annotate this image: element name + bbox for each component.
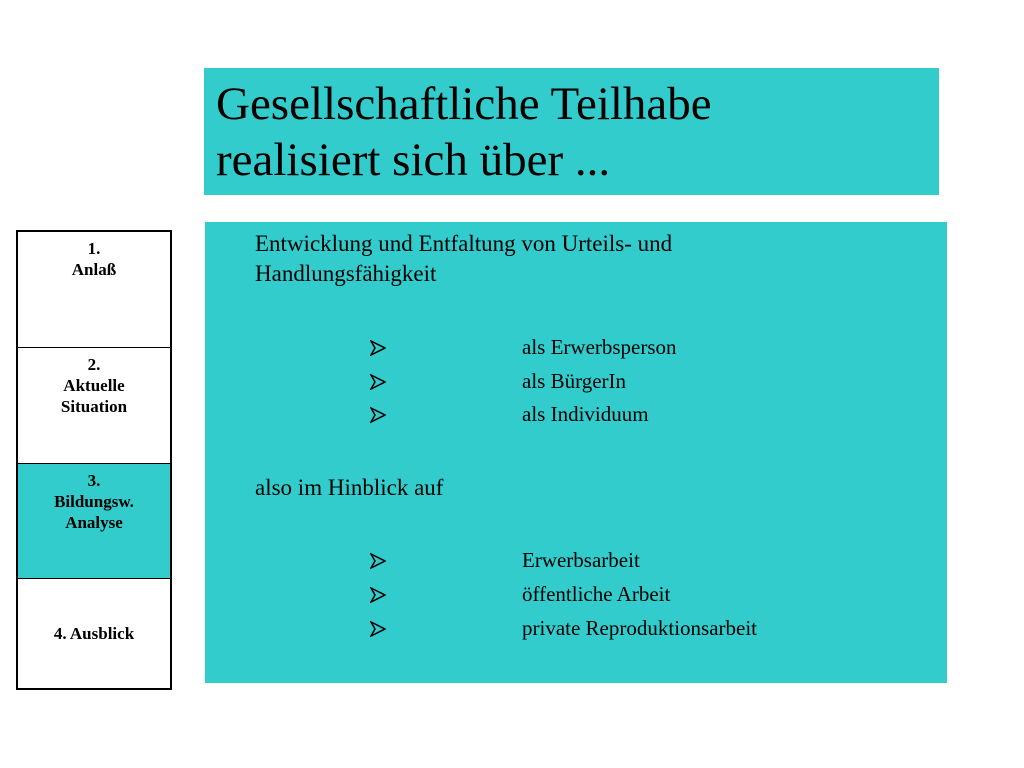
arrowhead-bullet-icon <box>370 613 390 643</box>
list-item <box>370 545 930 575</box>
transition-text: also im Hinblick auf <box>255 475 444 500</box>
intro-line-2: Handlungsfähigkeit <box>255 261 437 286</box>
role-text: als Individuum <box>522 402 649 426</box>
title-line-2: realisiert sich über ... <box>216 134 611 186</box>
list-item <box>370 613 930 643</box>
title-line-1: Gesellschaftliche Teilhabe <box>216 78 712 130</box>
content-panel <box>205 222 947 683</box>
agenda-item-anlass[interactable] <box>18 232 170 348</box>
list-item <box>370 332 930 362</box>
agenda-item-ausblick[interactable] <box>18 579 170 688</box>
agenda-item-number: 3. <box>87 470 101 490</box>
area-text: öffentliche Arbeit <box>522 582 671 606</box>
slide-title <box>204 68 939 195</box>
list-item <box>370 399 930 429</box>
agenda-table <box>16 230 172 690</box>
agenda-item-label: Anlaß <box>71 260 117 279</box>
list-item <box>370 366 930 396</box>
agenda-item-number: 1. <box>87 239 101 258</box>
agenda-item-bildungsw-analyse[interactable] <box>18 464 170 580</box>
area-text: private Reproduktionsarbeit <box>522 616 758 640</box>
arrowhead-bullet-icon <box>370 545 390 575</box>
arrowhead-bullet-icon <box>370 332 390 362</box>
arrowhead-bullet-icon <box>370 579 390 609</box>
agenda-item-aktuelle-situation[interactable] <box>18 348 170 464</box>
role-text: als Erwerbsperson <box>522 335 677 359</box>
agenda-item-number: 2. <box>87 354 101 374</box>
arrowhead-bullet-icon <box>370 366 390 396</box>
list-item <box>370 579 930 609</box>
agenda-item-label: Bildungsw. Analyse <box>54 491 134 532</box>
area-text: Erwerbsarbeit <box>522 548 640 572</box>
intro-line-1: Entwicklung und Entfaltung von Urteils- und <box>255 231 673 256</box>
agenda-item-label: Aktuelle Situation <box>60 375 128 416</box>
role-text: als BürgerIn <box>522 369 627 393</box>
arrowhead-bullet-icon <box>370 399 390 429</box>
intro-text <box>255 229 672 289</box>
agenda-item-label: 4. Ausblick <box>53 624 135 644</box>
